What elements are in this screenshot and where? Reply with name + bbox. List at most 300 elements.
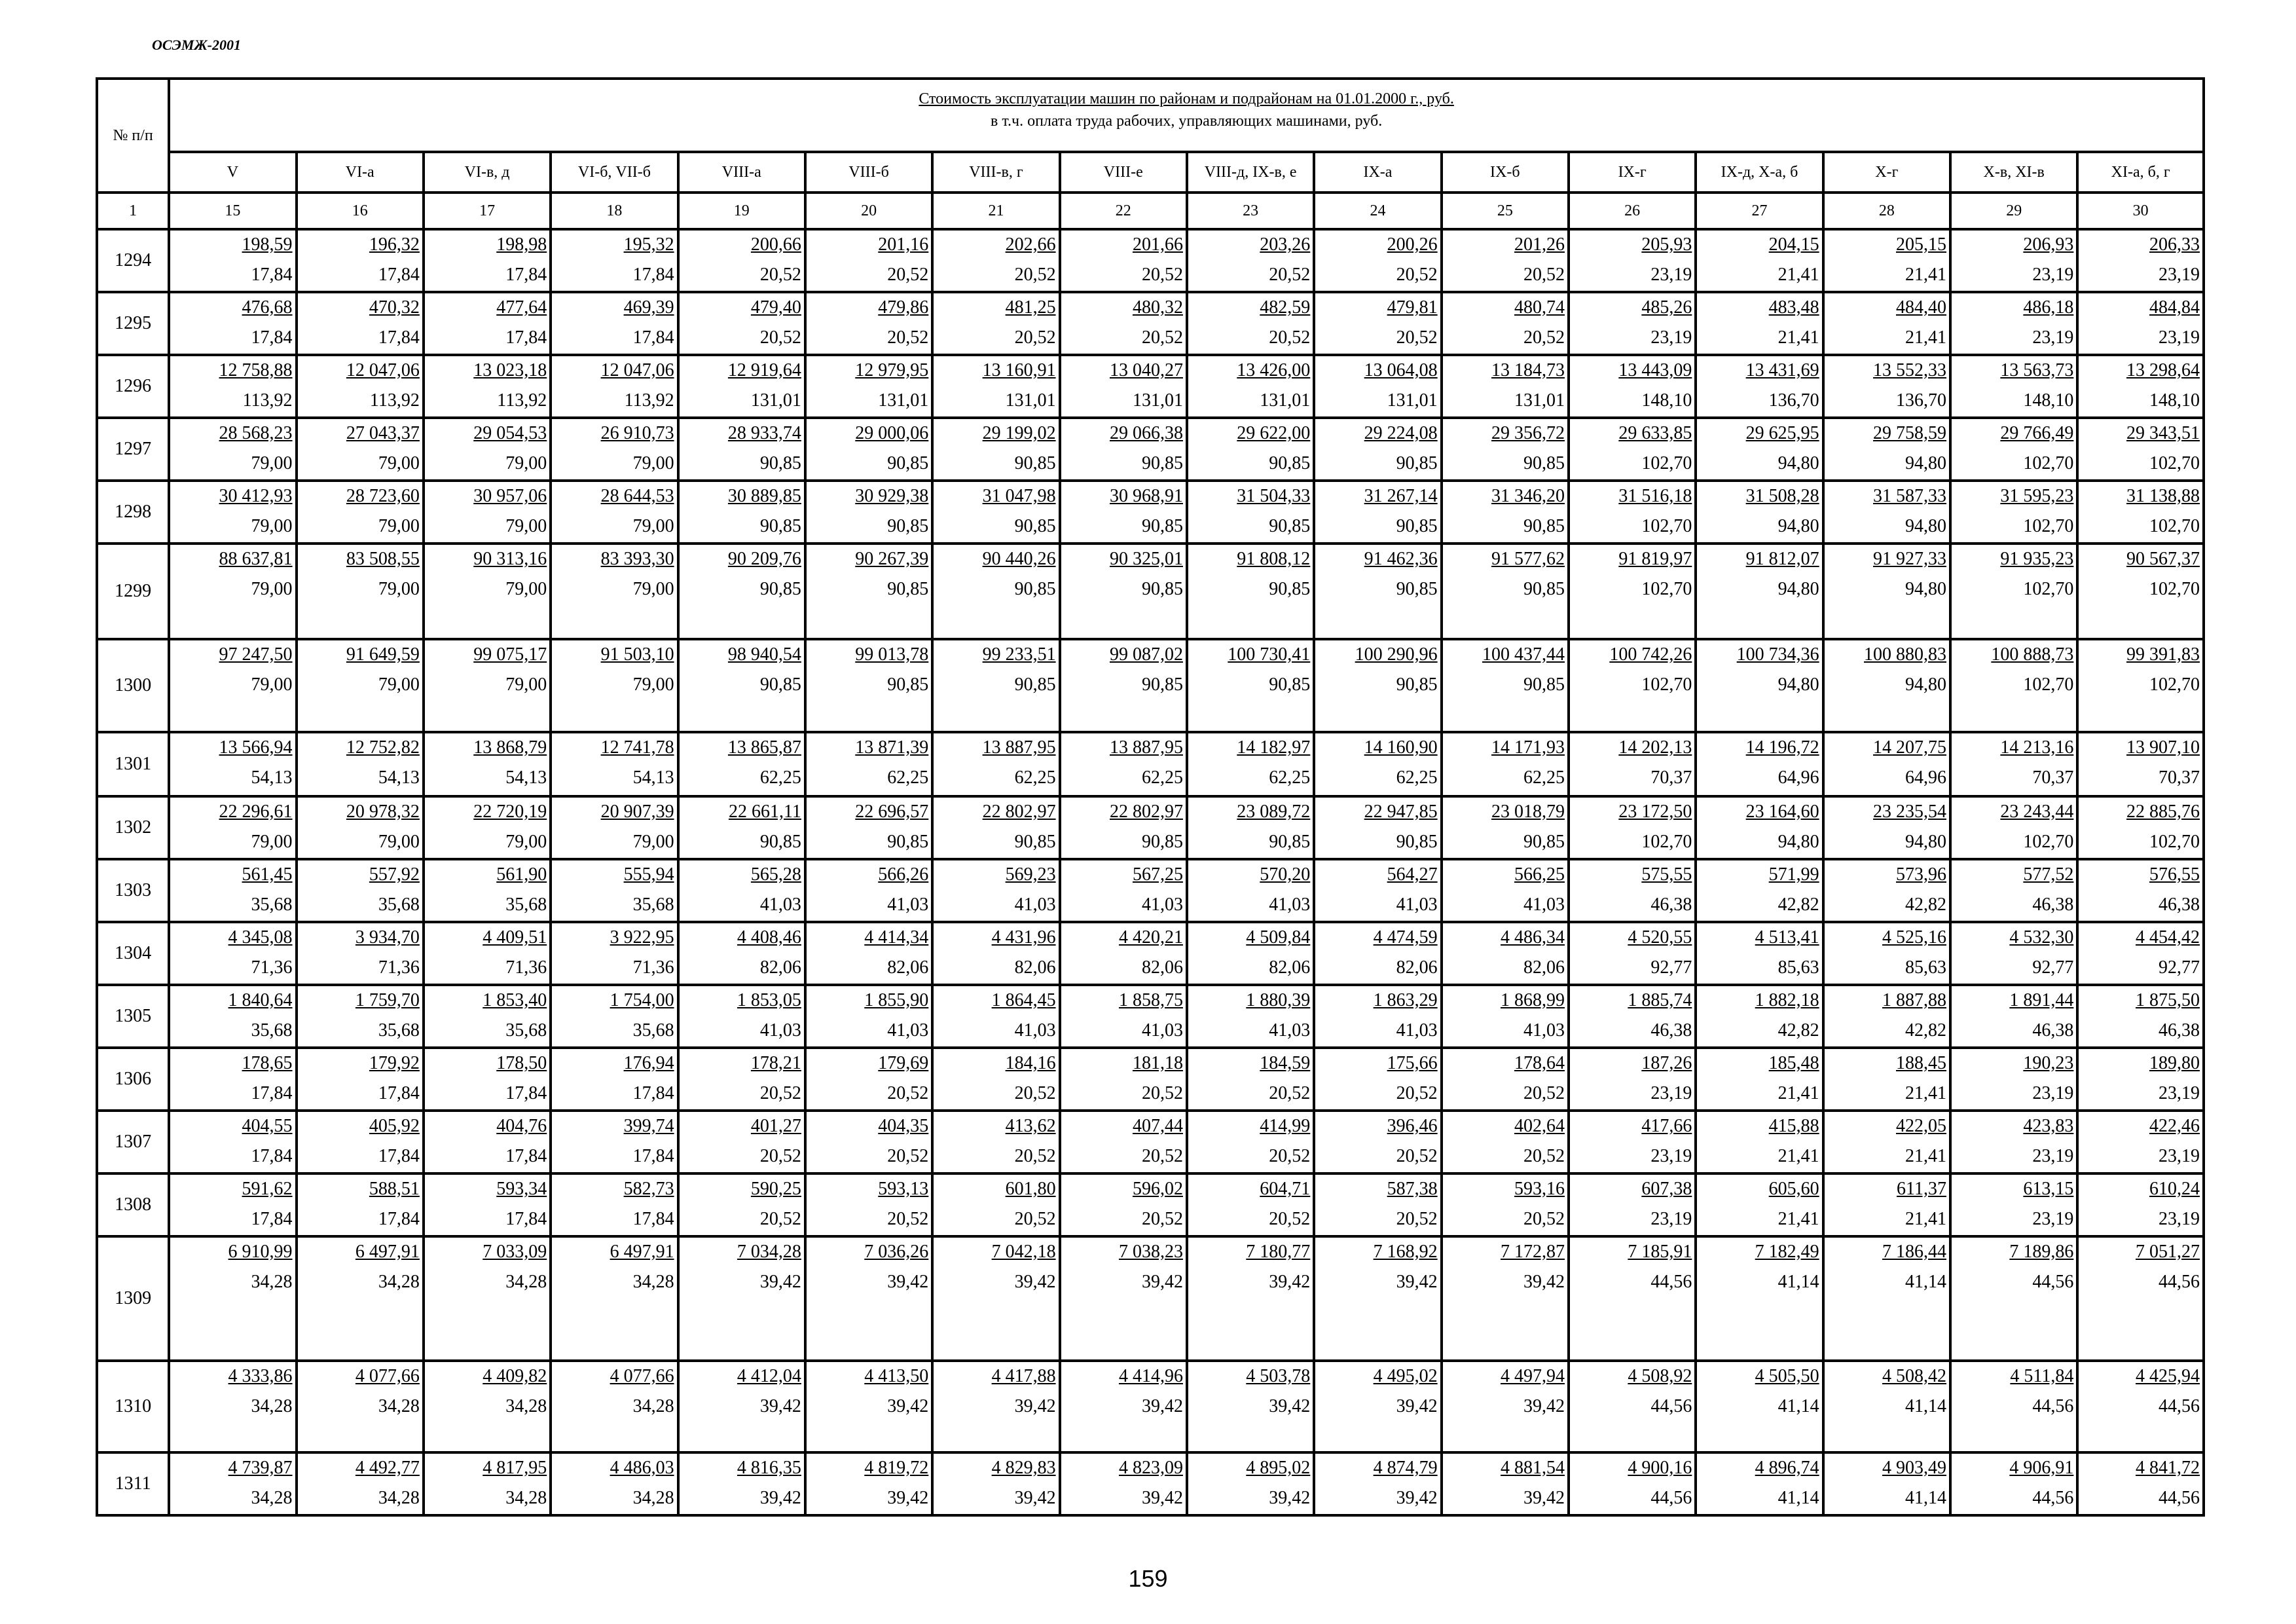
operating-cost-value: 480,74 — [1514, 297, 1565, 318]
cost-cell — [424, 418, 551, 481]
operating-cost-value: 4 409,82 — [483, 1366, 547, 1386]
labor-cost-value: 136,70 — [1896, 390, 1947, 411]
operating-cost-value: 4 739,87 — [228, 1458, 293, 1478]
column-index-cell: 16 — [297, 193, 424, 229]
operating-cost-value: 7 034,28 — [737, 1242, 801, 1262]
operating-cost-value: 29 199,02 — [982, 423, 1056, 443]
cost-cell — [805, 544, 932, 639]
labor-cost-value: 21,41 — [1777, 1083, 1819, 1103]
labor-cost-value: 41,03 — [1523, 895, 1565, 915]
row-number: 1303 — [97, 859, 169, 922]
cost-cell — [1950, 922, 2077, 985]
labor-cost-value: 17,84 — [505, 327, 547, 348]
operating-cost-value: 178,21 — [750, 1053, 801, 1073]
labor-cost-value: 90,85 — [887, 832, 929, 852]
operating-cost-value: 4 497,94 — [1500, 1366, 1565, 1386]
cost-cell — [424, 544, 551, 639]
labor-cost-value: 92,77 — [2159, 957, 2200, 978]
cost-cell — [805, 229, 932, 292]
cost-cell — [678, 229, 805, 292]
labor-cost-value: 90,85 — [1014, 516, 1056, 536]
cost-cell — [1314, 355, 1441, 418]
table-row — [97, 732, 2204, 796]
labor-cost-value: 46,38 — [1650, 895, 1692, 915]
operating-cost-value: 561,45 — [242, 864, 293, 885]
operating-cost-value: 91 808,12 — [1237, 549, 1311, 569]
operating-cost-value: 13 907,10 — [2126, 737, 2200, 758]
labor-cost-value: 34,28 — [505, 1272, 547, 1292]
cost-cell — [1060, 481, 1187, 544]
operating-cost-value: 90 209,76 — [727, 549, 801, 569]
cost-cell — [1314, 544, 1441, 639]
cost-cell — [1696, 229, 1823, 292]
cost-cell — [1696, 418, 1823, 481]
cost-cell — [1187, 418, 1314, 481]
operating-cost-value: 12 752,82 — [346, 737, 420, 758]
cost-cell — [1823, 1048, 1950, 1111]
labor-cost-value: 82,06 — [759, 957, 801, 978]
cost-cell — [1442, 732, 1569, 796]
table-row — [97, 639, 2204, 732]
cost-cell — [1187, 639, 1314, 732]
operating-cost-value: 83 508,55 — [346, 549, 420, 569]
labor-cost-value: 102,70 — [2149, 453, 2200, 473]
cost-cell — [424, 985, 551, 1048]
operating-cost-value: 91 812,07 — [1745, 549, 1819, 569]
operating-cost-value: 483,48 — [1768, 297, 1819, 318]
cost-cell — [805, 1173, 932, 1236]
operating-cost-value: 1 882,18 — [1755, 990, 1819, 1010]
operating-cost-value: 4 520,55 — [1628, 927, 1692, 948]
operating-cost-value: 30 968,91 — [1109, 486, 1183, 506]
operating-cost-value: 593,16 — [1514, 1179, 1565, 1199]
labor-cost-value: 90,85 — [759, 453, 801, 473]
operating-cost-value: 198,98 — [496, 234, 547, 255]
labor-cost-value: 131,01 — [1387, 390, 1438, 411]
cost-cell — [2077, 985, 2204, 1048]
cost-cell — [1314, 229, 1441, 292]
labor-cost-value: 17,84 — [251, 1209, 293, 1229]
labor-cost-value: 102,70 — [2023, 674, 2074, 695]
labor-cost-value: 20,52 — [1396, 327, 1438, 348]
cost-cell — [1569, 418, 1696, 481]
operating-cost-value: 7 189,86 — [2009, 1242, 2074, 1262]
labor-cost-value: 41,14 — [1777, 1272, 1819, 1292]
cost-cell — [1060, 1048, 1187, 1111]
column-header: VI-а — [297, 152, 424, 193]
labor-cost-value: 20,52 — [1269, 327, 1311, 348]
labor-cost-value: 79,00 — [505, 516, 547, 536]
cost-cell — [1950, 985, 2077, 1048]
operating-cost-value: 28 723,60 — [346, 486, 420, 506]
operating-cost-value: 100 880,83 — [1864, 644, 1947, 665]
labor-cost-value: 34,28 — [632, 1488, 674, 1508]
operating-cost-value: 4 816,35 — [737, 1458, 801, 1478]
cost-cell — [1442, 922, 1569, 985]
operating-cost-value: 23 089,72 — [1237, 802, 1311, 822]
operating-cost-value: 4 345,08 — [228, 927, 293, 948]
labor-cost-value: 90,85 — [759, 674, 801, 695]
operating-cost-value: 22 661,11 — [728, 802, 801, 822]
table-row — [97, 544, 2204, 639]
cost-cell — [932, 639, 1059, 732]
operating-cost-value: 14 182,97 — [1237, 737, 1311, 758]
cost-cell — [551, 732, 678, 796]
labor-cost-value: 20,52 — [887, 265, 929, 285]
operating-cost-value: 484,84 — [2149, 297, 2200, 318]
labor-cost-value: 102,70 — [2149, 516, 2200, 536]
labor-cost-value: 136,70 — [1768, 390, 1819, 411]
operating-cost-value: 4 408,46 — [737, 927, 801, 948]
cost-cell — [551, 229, 678, 292]
operating-cost-value: 4 874,79 — [1373, 1458, 1438, 1478]
labor-cost-value: 46,38 — [2032, 1020, 2074, 1041]
column-header: IX-а — [1314, 152, 1441, 193]
cost-cell — [297, 1048, 424, 1111]
cost-cell — [1187, 859, 1314, 922]
operating-cost-value: 14 213,16 — [2000, 737, 2074, 758]
operating-cost-value: 1 853,05 — [737, 990, 801, 1010]
cost-cell — [678, 859, 805, 922]
operating-cost-value: 179,92 — [369, 1053, 420, 1073]
cost-cell — [2077, 1111, 2204, 1173]
labor-cost-value: 90,85 — [1523, 516, 1565, 536]
cost-cell — [1442, 1361, 1569, 1452]
operating-cost-value: 12 047,06 — [346, 360, 420, 380]
labor-cost-value: 71,36 — [251, 957, 293, 978]
cost-cell — [2077, 639, 2204, 732]
cost-cell — [2077, 1048, 2204, 1111]
operating-cost-value: 480,32 — [1132, 297, 1183, 318]
labor-cost-value: 90,85 — [1141, 674, 1183, 695]
operating-cost-value: 575,55 — [1641, 864, 1692, 885]
labor-cost-value: 17,84 — [251, 327, 293, 348]
cost-cell — [297, 1173, 424, 1236]
cost-cell — [169, 859, 296, 922]
labor-cost-value: 102,70 — [1641, 516, 1692, 536]
labor-cost-value: 34,28 — [632, 1396, 674, 1416]
labor-cost-value: 20,52 — [1269, 265, 1311, 285]
labor-cost-value: 39,42 — [1523, 1272, 1565, 1292]
cost-cell — [2077, 1452, 2204, 1515]
cost-cell — [551, 418, 678, 481]
operating-cost-value: 13 865,87 — [727, 737, 801, 758]
row-number-header: № п/п — [97, 79, 169, 193]
cost-cell — [1950, 639, 2077, 732]
labor-cost-value: 34,28 — [251, 1272, 293, 1292]
cost-cell — [297, 1361, 424, 1452]
cost-cell — [2077, 732, 2204, 796]
labor-cost-value: 113,92 — [624, 390, 674, 411]
cost-cell — [805, 732, 932, 796]
labor-cost-value: 20,52 — [759, 1146, 801, 1166]
labor-cost-value: 39,42 — [887, 1272, 929, 1292]
cost-cell — [1569, 1173, 1696, 1236]
labor-cost-value: 102,70 — [1641, 453, 1692, 473]
operating-cost-value: 31 138,88 — [2126, 486, 2200, 506]
labor-cost-value: 21,41 — [1905, 327, 1947, 348]
labor-cost-value: 23,19 — [2159, 1146, 2200, 1166]
labor-cost-value: 54,13 — [632, 767, 674, 788]
operating-cost-value: 91 462,36 — [1364, 549, 1438, 569]
labor-cost-value: 102,70 — [2149, 579, 2200, 599]
operating-cost-value: 414,99 — [1260, 1116, 1311, 1136]
operating-cost-value: 4 492,77 — [355, 1458, 420, 1478]
cost-cell — [1314, 1452, 1441, 1515]
column-index-cell: 30 — [2077, 193, 2204, 229]
cost-cell — [1569, 796, 1696, 859]
operating-cost-value: 7 185,91 — [1628, 1242, 1692, 1262]
cost-cell — [678, 292, 805, 355]
column-header: IX-д, X-а, б — [1696, 152, 1823, 193]
cost-cell — [1187, 292, 1314, 355]
table-row — [97, 985, 2204, 1048]
labor-cost-value: 39,42 — [759, 1488, 801, 1508]
labor-cost-value: 39,42 — [1523, 1488, 1565, 1508]
operating-cost-value: 1 875,50 — [2136, 990, 2200, 1010]
labor-cost-value: 41,03 — [1014, 1020, 1056, 1041]
cost-cell — [678, 1236, 805, 1361]
labor-cost-value: 94,80 — [1905, 579, 1947, 599]
cost-cell — [1187, 1048, 1314, 1111]
labor-cost-value: 79,00 — [378, 453, 420, 473]
operating-cost-value: 577,52 — [2023, 864, 2074, 885]
operating-cost-value: 6 910,99 — [228, 1242, 293, 1262]
labor-cost-value: 39,42 — [1269, 1488, 1311, 1508]
cost-cell — [1060, 922, 1187, 985]
cost-cell — [1950, 1236, 2077, 1361]
operating-cost-value: 91 649,59 — [346, 644, 420, 665]
operating-cost-value: 13 298,64 — [2126, 360, 2200, 380]
labor-cost-value: 94,80 — [1905, 516, 1947, 536]
operating-cost-value: 29 625,95 — [1745, 423, 1819, 443]
operating-cost-value: 1 754,00 — [610, 990, 674, 1010]
operating-cost-value: 22 696,57 — [855, 802, 929, 822]
cost-cell — [932, 418, 1059, 481]
column-index-cell: 20 — [805, 193, 932, 229]
operating-cost-value: 7 033,09 — [483, 1242, 547, 1262]
cost-cell — [932, 1236, 1059, 1361]
cost-cell — [169, 1452, 296, 1515]
labor-cost-value: 131,01 — [1005, 390, 1056, 411]
cost-cell — [932, 229, 1059, 292]
labor-cost-value: 79,00 — [632, 579, 674, 599]
labor-cost-value: 148,10 — [2023, 390, 2074, 411]
cost-cell — [805, 639, 932, 732]
cost-cell — [551, 1361, 678, 1452]
operating-cost-value: 7 051,27 — [2136, 1242, 2200, 1262]
operating-cost-value: 479,81 — [1387, 297, 1438, 318]
operating-cost-value: 422,05 — [1896, 1116, 1947, 1136]
operating-cost-value: 90 313,16 — [473, 549, 547, 569]
operating-cost-value: 203,26 — [1260, 234, 1311, 255]
table-header — [97, 79, 2204, 229]
cost-cell — [1314, 418, 1441, 481]
row-number: 1306 — [97, 1048, 169, 1111]
operating-cost-value: 201,26 — [1514, 234, 1565, 255]
operating-cost-value: 4 817,95 — [483, 1458, 547, 1478]
operating-cost-value: 195,32 — [623, 234, 674, 255]
table-title-sub: в т.ч. оплата труда рабочих, управляющих машинами, руб. — [990, 113, 1383, 130]
cost-cell — [805, 1111, 932, 1173]
operating-cost-value: 201,66 — [1132, 234, 1183, 255]
labor-cost-value: 79,00 — [378, 832, 420, 852]
operating-cost-value: 29 066,38 — [1109, 423, 1183, 443]
labor-cost-value: 94,80 — [1777, 832, 1819, 852]
operating-cost-value: 1 863,29 — [1373, 990, 1438, 1010]
operating-cost-value: 4 412,04 — [737, 1366, 801, 1386]
cost-cell — [1060, 292, 1187, 355]
cost-cell — [1569, 1111, 1696, 1173]
labor-cost-value: 90,85 — [1523, 579, 1565, 599]
table-row — [97, 292, 2204, 355]
operating-cost-value: 22 802,97 — [982, 802, 1056, 822]
cost-cell — [932, 1111, 1059, 1173]
cost-cell — [169, 1361, 296, 1452]
labor-cost-value: 23,19 — [1650, 1146, 1692, 1166]
operating-cost-value: 99 391,83 — [2126, 644, 2200, 665]
operating-cost-value: 14 202,13 — [1618, 737, 1692, 758]
cost-cell — [424, 1111, 551, 1173]
cost-cell — [1569, 1361, 1696, 1452]
operating-cost-value: 1 891,44 — [2009, 990, 2074, 1010]
row-number: 1301 — [97, 732, 169, 796]
operating-cost-value: 593,13 — [878, 1179, 929, 1199]
operating-cost-value: 100 730,41 — [1228, 644, 1311, 665]
operating-cost-value: 469,39 — [623, 297, 674, 318]
labor-cost-value: 62,25 — [887, 767, 929, 788]
cost-cell — [1696, 1361, 1823, 1452]
cost-cell — [297, 481, 424, 544]
labor-cost-value: 79,00 — [378, 674, 420, 695]
operating-cost-value: 100 888,73 — [1991, 644, 2074, 665]
cost-cell — [1569, 1452, 1696, 1515]
cost-cell — [424, 1452, 551, 1515]
operating-cost-value: 205,15 — [1896, 234, 1947, 255]
labor-cost-value: 90,85 — [1523, 453, 1565, 473]
cost-cell — [678, 481, 805, 544]
labor-cost-value: 79,00 — [378, 579, 420, 599]
operating-cost-value: 28 644,53 — [600, 486, 674, 506]
operating-cost-value: 4 511,84 — [2010, 1366, 2074, 1386]
labor-cost-value: 94,80 — [1777, 579, 1819, 599]
labor-cost-value: 41,03 — [1269, 1020, 1311, 1041]
operating-cost-value: 90 325,01 — [1109, 549, 1183, 569]
operating-cost-value: 13 443,09 — [1618, 360, 1692, 380]
operating-cost-value: 413,62 — [1005, 1116, 1056, 1136]
operating-cost-value: 470,32 — [369, 297, 420, 318]
operating-cost-value: 30 929,38 — [855, 486, 929, 506]
labor-cost-value: 39,42 — [1396, 1488, 1438, 1508]
operating-cost-value: 4 413,50 — [864, 1366, 929, 1386]
cost-cell — [932, 355, 1059, 418]
operating-cost-value: 555,94 — [623, 864, 674, 885]
operating-cost-value: 100 742,26 — [1609, 644, 1692, 665]
cost-cell — [1950, 544, 2077, 639]
machine-cost-table — [96, 77, 2205, 1517]
cost-cell — [1187, 1173, 1314, 1236]
cost-cell — [678, 1173, 805, 1236]
cost-cell — [1442, 1048, 1569, 1111]
operating-cost-value: 28 933,74 — [727, 423, 801, 443]
labor-cost-value: 90,85 — [887, 674, 929, 695]
labor-cost-value: 44,56 — [2159, 1396, 2200, 1416]
operating-cost-value: 4 474,59 — [1373, 927, 1438, 948]
cost-cell — [932, 1173, 1059, 1236]
cost-cell — [1950, 292, 2077, 355]
labor-cost-value: 79,00 — [505, 674, 547, 695]
labor-cost-value: 94,80 — [1905, 453, 1947, 473]
table-row — [97, 1048, 2204, 1111]
cost-cell — [1950, 355, 2077, 418]
labor-cost-value: 90,85 — [1523, 674, 1565, 695]
operating-cost-value: 28 568,23 — [219, 423, 293, 443]
cost-cell — [424, 481, 551, 544]
operating-cost-value: 485,26 — [1641, 297, 1692, 318]
operating-cost-value: 91 927,33 — [1873, 549, 1947, 569]
operating-cost-value: 569,23 — [1005, 864, 1056, 885]
operating-cost-value: 100 290,96 — [1355, 644, 1438, 665]
labor-cost-value: 21,41 — [1905, 1083, 1947, 1103]
operating-cost-value: 27 043,37 — [346, 423, 420, 443]
operating-cost-value: 205,93 — [1641, 234, 1692, 255]
labor-cost-value: 41,03 — [887, 1020, 929, 1041]
operating-cost-value: 601,80 — [1005, 1179, 1056, 1199]
labor-cost-value: 39,42 — [1269, 1396, 1311, 1416]
cost-cell — [1696, 481, 1823, 544]
operating-cost-value: 4 829,83 — [991, 1458, 1056, 1478]
labor-cost-value: 71,36 — [378, 957, 420, 978]
cost-cell — [424, 732, 551, 796]
cost-cell — [1442, 481, 1569, 544]
cost-cell — [1950, 229, 2077, 292]
operating-cost-value: 605,60 — [1768, 1179, 1819, 1199]
cost-cell — [1442, 292, 1569, 355]
labor-cost-value: 17,84 — [632, 1083, 674, 1103]
cost-cell — [2077, 292, 2204, 355]
operating-cost-value: 588,51 — [369, 1179, 420, 1199]
cost-cell — [678, 1111, 805, 1173]
table-row — [97, 1236, 2204, 1361]
table-title — [169, 79, 2204, 152]
row-number: 1294 — [97, 229, 169, 292]
labor-cost-value: 20,52 — [1141, 1209, 1183, 1229]
operating-cost-value: 564,27 — [1387, 864, 1438, 885]
cost-cell — [424, 1173, 551, 1236]
cost-cell — [1442, 1173, 1569, 1236]
cost-cell — [1442, 1111, 1569, 1173]
cost-cell — [297, 544, 424, 639]
labor-cost-value: 102,70 — [2023, 832, 2074, 852]
labor-cost-value: 46,38 — [2159, 895, 2200, 915]
cost-cell — [551, 922, 678, 985]
operating-cost-value: 596,02 — [1132, 1179, 1183, 1199]
cost-cell — [1696, 292, 1823, 355]
operating-cost-value: 1 855,90 — [864, 990, 929, 1010]
cost-cell — [1569, 481, 1696, 544]
operating-cost-value: 20 907,39 — [600, 802, 674, 822]
labor-cost-value: 94,80 — [1777, 453, 1819, 473]
operating-cost-value: 4 077,66 — [610, 1366, 674, 1386]
cost-cell — [1314, 481, 1441, 544]
cost-cell — [551, 859, 678, 922]
labor-cost-value: 17,84 — [505, 1146, 547, 1166]
cost-cell — [1442, 985, 1569, 1048]
cost-cell — [932, 1452, 1059, 1515]
cost-cell — [1060, 1111, 1187, 1173]
operating-cost-value: 185,48 — [1768, 1053, 1819, 1073]
column-index-cell: 22 — [1060, 193, 1187, 229]
